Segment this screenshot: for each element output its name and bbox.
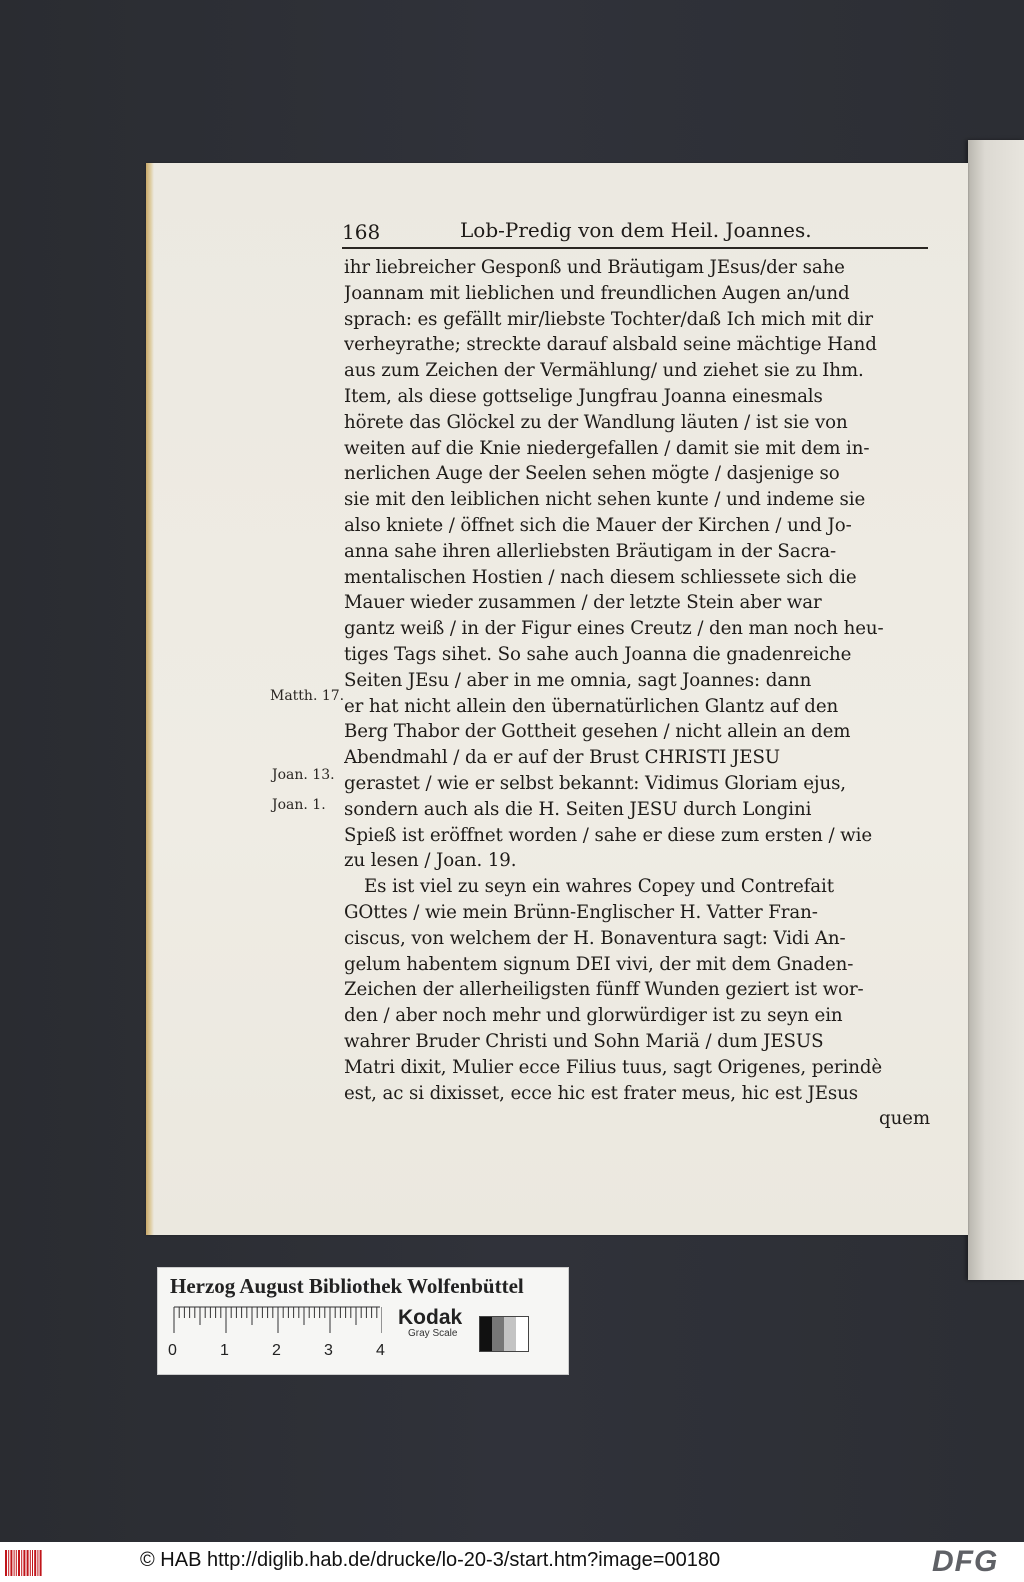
text-line: tiges Tags sihet. So sahe auch Joanna die gnadenreiche [344, 643, 852, 665]
text-line: Abendmahl / da er auf der Brust CHRISTI JESU [344, 747, 781, 769]
text-line: Zeichen der allerheiligsten fünff Wunden geziert ist wor- [344, 979, 864, 1001]
dfg-logo: DFG [932, 1545, 999, 1578]
text-line: aus zum Zeichen der Vermählung/ und ziehet sie zu Ihm. [344, 360, 864, 382]
hab-logo-bar [30, 1550, 31, 1576]
text-line: est, ac si dixisset, ecce hic est frater meus, hic est JEsus [344, 1082, 858, 1104]
text-line: Mauer wieder zusammen / der letzte Stein aber war [344, 592, 822, 614]
text-line: hörete das Glöckel zu der Wandlung läuten / ist sie von [344, 411, 848, 433]
text-line: den / aber noch mehr und glorwürdiger ist zu seyn ein [344, 1005, 843, 1027]
hab-logo-bar [27, 1550, 29, 1576]
ruler-number: 4 [376, 1342, 385, 1359]
text-line: ciscus, von welchem der H. Bonaventura sagt: Vidi An- [344, 927, 846, 949]
gray-swatch [504, 1317, 516, 1351]
hab-logo-bar [32, 1550, 33, 1576]
scale-ruler [172, 1306, 382, 1338]
hab-logo-bar [37, 1550, 38, 1576]
copyright-link[interactable]: © HAB http://diglib.hab.de/drucke/lo-20-3/start.htm?image=00180 [140, 1549, 721, 1571]
text-line: gerastet / wie er selbst bekannt: Vidimus Gloriam ejus, [344, 772, 846, 794]
text-line: sondern auch als die H. Seiten JESU durch Longini [344, 798, 812, 820]
book-page [146, 163, 968, 1235]
text-line: GOttes / wie mein Brünn-Englischer H. Vatter Fran- [344, 901, 818, 923]
body-text [344, 255, 938, 1132]
hab-logo-bar [16, 1550, 17, 1576]
library-color-card [157, 1267, 569, 1375]
gray-swatch [492, 1317, 504, 1351]
gray-swatch [480, 1317, 492, 1351]
text-line: zu lesen / Joan. 19. [344, 850, 517, 872]
text-line: Seiten JEsu / aber in me omnia, sagt Joannes: dann [344, 669, 812, 691]
margin-note-joan13: Joan. 13. [272, 767, 335, 783]
hab-logo-bar [8, 1550, 9, 1576]
ruler-number: 2 [272, 1342, 281, 1359]
text-line: weiten auf die Knie niedergefallen / damit sie mit dem in- [344, 437, 870, 459]
page-gutter-edge [146, 163, 154, 1235]
hab-logo-bar [23, 1550, 25, 1576]
text-line: Es ist viel zu seyn ein wahres Copey und Contrefait [364, 876, 834, 898]
ruler-numbers [168, 1342, 388, 1364]
hab-logo-bar [34, 1550, 36, 1576]
hab-logo-bar [14, 1550, 15, 1576]
text-line: sprach: es gefällt mir/liebste Tochter/daß Ich mich mit dir [344, 308, 873, 330]
text-line: mentalischen Hostien / nach diesem schliessete sich die [344, 566, 857, 588]
ruler-number: 1 [220, 1342, 229, 1359]
header-rule [342, 247, 928, 249]
gray-scale-swatches [479, 1316, 529, 1352]
hab-logo-bar [40, 1550, 42, 1576]
text-line: wahrer Bruder Christi und Sohn Mariä / dum JESUS [344, 1030, 824, 1052]
running-head: Lob-Predig von dem Heil. Joannes. [460, 218, 812, 242]
hab-barcode-logo-icon [4, 1550, 48, 1576]
library-name: Herzog August Bibliothek Wolfenbüttel [170, 1274, 524, 1298]
margin-note-joan1: Joan. 1. [272, 797, 326, 813]
adjacent-page-edge [968, 140, 1024, 1280]
page-header [342, 218, 928, 246]
text-line: Item, als diese gottselige Jungfrau Joanna einesmals [344, 385, 823, 407]
ruler-number: 3 [324, 1342, 333, 1359]
page-number: 168 [342, 220, 381, 244]
text-line: gelum habentem signum DEI vivi, der mit dem Gnaden- [344, 953, 854, 975]
footer-bar [0, 1542, 1024, 1582]
text-line: sie mit den leiblichen nicht sehen kunte / und indeme sie [344, 489, 866, 511]
kodak-subtitle: Gray Scale [408, 1328, 458, 1339]
ruler-number: 0 [168, 1342, 177, 1359]
kodak-brand: Kodak [398, 1306, 463, 1329]
margin-note-matth: Matth. 17. [270, 688, 345, 704]
text-line: Berg Thabor der Gottheit gesehen / nicht allein an dem [344, 721, 851, 743]
text-line: anna sahe ihren allerliebsten Bräutigam in der Sacra- [344, 540, 837, 562]
text-line: gantz weiß / in der Figur eines Creutz / den man noch heu- [344, 618, 884, 640]
gray-swatch [516, 1317, 528, 1351]
hab-logo-bar [5, 1550, 7, 1576]
text-line: verheyrathe; streckte darauf alsbald seine mächtige Hand [344, 334, 877, 356]
text-line: Spieß ist eröffnet worden / sahe er diese zum ersten / wie [344, 824, 873, 846]
hab-logo-bar [18, 1550, 20, 1576]
text-line: quem [879, 1108, 930, 1130]
text-line: also kniete / öffnet sich die Mauer der Kirchen / und Jo- [344, 514, 852, 536]
text-line: er hat nicht allein den übernatürlichen Glantz auf den [344, 695, 839, 717]
text-line: Matri dixit, Mulier ecce Filius tuus, sagt Origenes, perindè [344, 1056, 883, 1078]
text-line: Joannam mit lieblichen und freundlichen Augen an/und [344, 282, 850, 304]
hab-logo-bar [10, 1550, 12, 1576]
hab-logo-bar [21, 1550, 22, 1576]
text-line: ihr liebreicher Gesponß und Bräutigam JEsus/der sahe [344, 257, 845, 278]
text-line: nerlichen Auge der Seelen sehen mögte / dasjenige so [344, 463, 840, 485]
